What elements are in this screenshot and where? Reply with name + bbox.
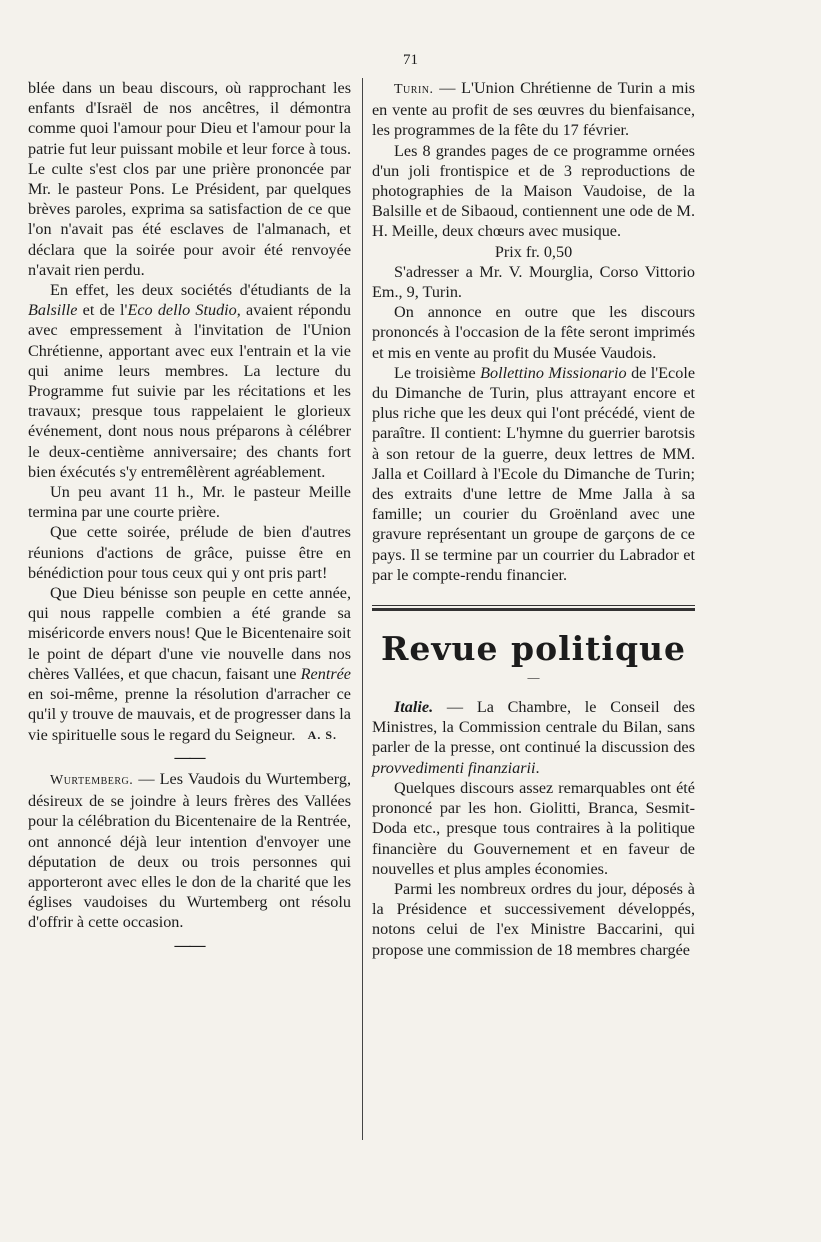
paragraph: Que Dieu bénisse son peuple en cette année, qui nous rappelle combien a été grande sa miséricorde envers nous! Que le Bicentenaire soit le point de départ d'une vie nouvelle dans nos chères Vallées, et que chacun, faisant une Rentrée en soi-même, prenne la résolution d'arracher ce qu'il y trouve de mauvais, et de progresser dans la vie spirituelle sous le regard du Seigneur.: [28, 584, 351, 744]
paragraph: S'adresser a Mr. V. Mourglia, Corso Vittorio Em., 9, Turin.: [372, 262, 695, 302]
paragraph: En effet, les deux sociétés d'étudiants de la Balsille et de l'Eco dello Studio, avaient répondu avec empressement à l'invitation de l'Union Chrétienne, apportant avec eux l'entrain et la vie qui anime leurs membres. La lecture du Programme fut suivie par les récitations et les travaux; presque tous rappelaient le glorieux événement, dont nous nous préparons à célébrer le deux-centième anniversaire; des chants fort bien éxécutés s'y entremêlèrent agréablement.: [28, 281, 351, 481]
news-location-label: Italie.: [394, 698, 434, 717]
paragraph: On annonce en outre que les discours prononcés à l'occasion de la fête seront imprimés et mis en vente au profit du Musée Vaudois.: [372, 303, 695, 362]
paragraph: Le troisième Bollettino Missionario de l'Ecole du Dimanche de Turin, plus attrayant encore et plus riche que les deux qui l'ont précédé, vient de paraître. Il contient: L'hymne du guerrier barotsis à son retour de la guerre, deux lettres de MM. Jalla et Coillard à l'Ecole du Dimanche de Turin; des extraits d'une lettre de Mme Jalla à sa famille; un courier du Groënland avec une gravure représentant un groupe de garçons de ce pays. Il se termine par un courrier du Labrador et par le compte-rendu financier.: [372, 363, 696, 584]
paragraph: Turin. — L'Union Chrétienne de Turin a mis en vente au profit de ses œuvres du bienfaisance, les programmes de la fête du 17 février.: [372, 79, 695, 140]
news-location-label: Turin.: [394, 82, 434, 97]
right-column: [372, 78, 695, 960]
page-number: 71: [403, 52, 418, 68]
signature: A. S.: [307, 727, 337, 742]
section-rule: [372, 605, 695, 611]
section-subrule: —: [527, 670, 540, 685]
paragraph: Un peu avant 11 h., Mr. le pasteur Meille termina par une courte prière.: [28, 483, 351, 522]
paragraph: Quelques discours assez remarquables ont été prononcé par les hon. Giolitti, Branca, Sesmit-Doda etc., presque tous contraires à la politique financière du Gouvernement et en faveur de nouvelles et plus amples économies.: [372, 778, 695, 878]
separator: ——: [174, 936, 205, 954]
separator: ——: [174, 748, 205, 766]
left-column: [28, 78, 351, 957]
column-divider: [362, 78, 363, 1140]
paragraph: Italie. — La Chambre, le Conseil des Ministres, la Commission centrale du Bilan, sans parler de la presse, ont continué la discussion des provvedimenti finanziarii.: [372, 698, 695, 777]
paragraph: Que cette soirée, prélude de bien d'autres réunions d'actions de grâce, puisse être en bénédiction pour tous ceux qui y ont pris part!: [28, 523, 351, 582]
price-line: Prix fr. 0,50: [494, 242, 573, 261]
paragraph: blée dans un beau discours, où rapprochant les enfants d'Israël de nos ancêtres, il démontra comme quoi l'amour pour Dieu et l'amour pour la patrie fut leur puissant mobile et leur force à tous. Le culte s'est clos par une prière prononcée par Mr. le pasteur Pons. Le Président, par quelques brèves paroles, exprima sa satisfaction de ce que l'on n'avait pas été esclaves de l'almanach, et déclara que la soirée pour avoir été renvoyée n'avait rien perdu.: [28, 79, 351, 279]
news-location-label: Wurtemberg.: [50, 772, 134, 788]
paragraph: Parmi les nombreux ordres du jour, déposés à la Présidence et successivement développés, notons celui de l'ex Ministre Baccarini, qui propose une commission de 18 membres chargée: [372, 879, 695, 959]
section-title: Revue politique: [380, 629, 687, 669]
paragraph: Les 8 grandes pages de ce programme ornées d'un joli frontispice et de 3 reproductions de photographies de la Maison Vaudoise, de la Balsille et de Sibaoud, contiennent une ode de M. H. Meille, deux chœurs avec musique.: [372, 141, 695, 241]
paragraph: Wurtemberg. — Les Vaudois du Wurtemberg, désireux de se joindre à leurs frères des Vallées pour la célébration du Bicentenaire de la Rentrée, ont annoncé déjà leur intention d'envoyer une députation de deux ou trois personnes qui apporteront avec elles le don de la charité que les églises vaudoises du Wurtemberg ont résolu d'offrir à cette occasion.: [28, 769, 351, 932]
